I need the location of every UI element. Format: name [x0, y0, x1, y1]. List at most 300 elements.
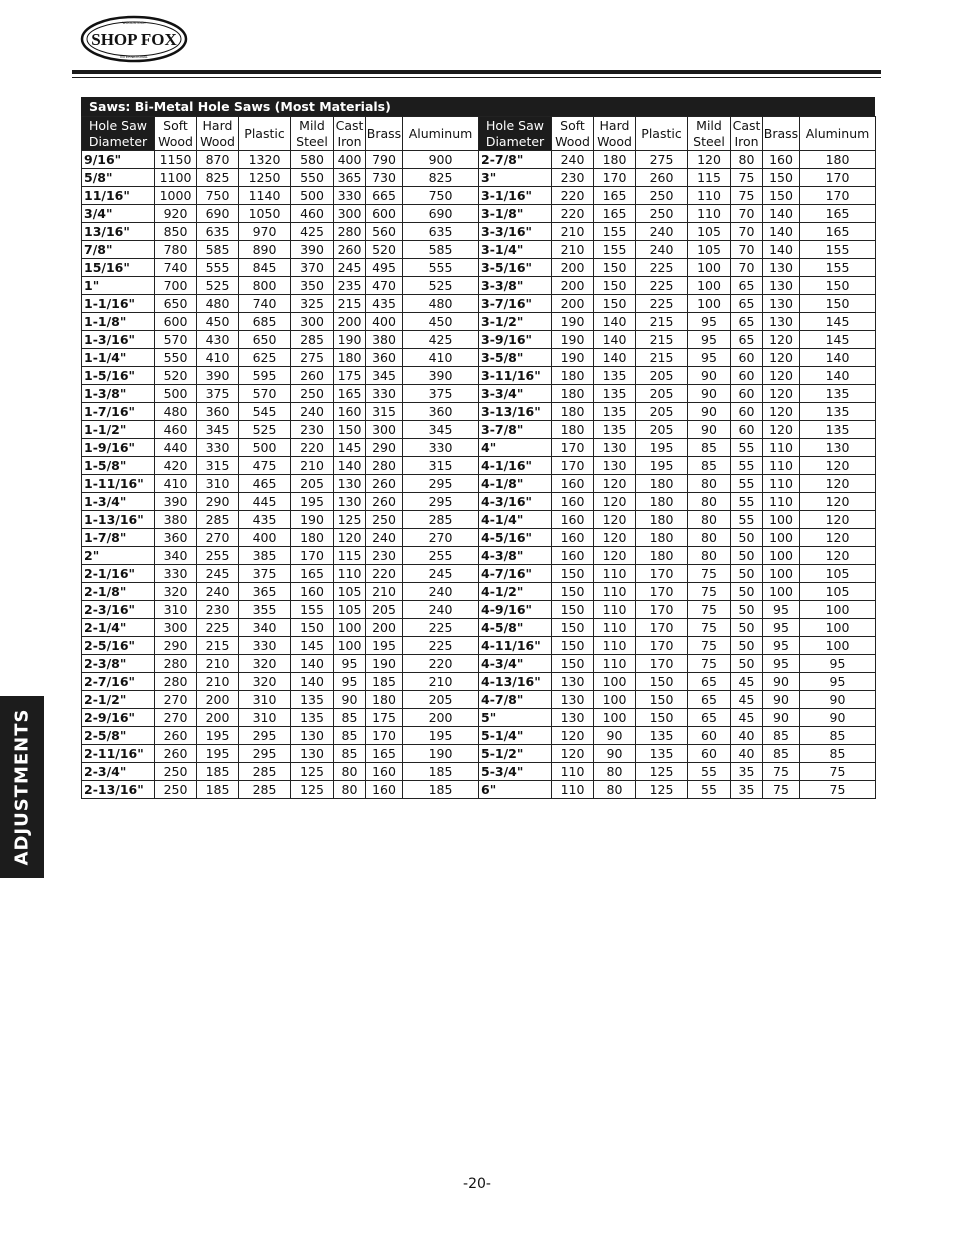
table-row — [82, 781, 876, 799]
rpm-mild-steel: 300 — [291, 313, 334, 331]
rpm-plastic: 250 — [636, 187, 688, 205]
rpm-mild-steel: 190 — [291, 511, 334, 529]
rpm-soft-wood: 150 — [552, 565, 594, 583]
rpm-mild-steel: 65 — [688, 691, 731, 709]
rpm-mild-steel: 95 — [688, 349, 731, 367]
rpm-hard-wood: 135 — [594, 385, 636, 403]
rpm-hard-wood: 230 — [197, 601, 239, 619]
hole-saw-diameter: 1-3/16" — [82, 331, 155, 349]
rpm-brass: 95 — [763, 601, 800, 619]
rpm-aluminum: 690 — [403, 205, 479, 223]
shop-fox-logo — [80, 15, 188, 63]
rpm-brass: 380 — [366, 331, 403, 349]
rpm-mild-steel: 90 — [688, 403, 731, 421]
rpm-soft-wood: 330 — [155, 565, 197, 583]
hole-saw-diameter: 4-3/16" — [479, 493, 552, 511]
rpm-plastic: 445 — [239, 493, 291, 511]
rpm-soft-wood: 1000 — [155, 187, 197, 205]
rpm-brass: 160 — [366, 781, 403, 799]
rpm-hard-wood: 290 — [197, 493, 239, 511]
rpm-mild-steel: 80 — [688, 493, 731, 511]
rpm-mild-steel: 145 — [291, 637, 334, 655]
rpm-aluminum: 245 — [403, 565, 479, 583]
rpm-brass: 470 — [366, 277, 403, 295]
rpm-cast-iron: 165 — [334, 385, 366, 403]
rpm-mild-steel: 55 — [688, 781, 731, 799]
table-row — [82, 367, 876, 385]
rpm-soft-wood: 740 — [155, 259, 197, 277]
rpm-aluminum: 165 — [800, 205, 876, 223]
rpm-soft-wood: 160 — [552, 493, 594, 511]
rpm-brass: 520 — [366, 241, 403, 259]
rpm-plastic: 295 — [239, 745, 291, 763]
rpm-plastic: 170 — [636, 637, 688, 655]
rpm-soft-wood: 270 — [155, 709, 197, 727]
rpm-soft-wood: 220 — [552, 187, 594, 205]
hole-saw-diameter: 2-7/16" — [82, 673, 155, 691]
rpm-cast-iron: 55 — [731, 439, 763, 457]
hole-saw-diameter: 5/8" — [82, 169, 155, 187]
rpm-hard-wood: 110 — [594, 601, 636, 619]
rpm-soft-wood: 220 — [552, 205, 594, 223]
rpm-cast-iron: 65 — [731, 331, 763, 349]
hole-saw-diameter: 3-3/8" — [479, 277, 552, 295]
rpm-cast-iron: 160 — [334, 403, 366, 421]
rpm-hard-wood: 135 — [594, 403, 636, 421]
rpm-plastic: 845 — [239, 259, 291, 277]
rpm-cast-iron: 50 — [731, 547, 763, 565]
rpm-aluminum: 425 — [403, 331, 479, 349]
rpm-hard-wood: 215 — [197, 637, 239, 655]
rpm-soft-wood: 460 — [155, 421, 197, 439]
rpm-aluminum: 190 — [403, 745, 479, 763]
rpm-mild-steel: 100 — [688, 259, 731, 277]
col-header-line: Plastic — [244, 125, 285, 141]
col-header-line: Hole Saw — [485, 117, 544, 133]
rpm-soft-wood: 210 — [552, 223, 594, 241]
rpm-brass: 100 — [763, 511, 800, 529]
rpm-cast-iron: 245 — [334, 259, 366, 277]
rpm-aluminum: 225 — [403, 619, 479, 637]
rpm-plastic: 180 — [636, 511, 688, 529]
rpm-cast-iron: 95 — [334, 673, 366, 691]
rpm-cast-iron: 90 — [334, 691, 366, 709]
rpm-soft-wood: 190 — [552, 331, 594, 349]
table-row — [82, 295, 876, 313]
col-header-aluminum — [403, 117, 479, 151]
col-header-line: Iron — [734, 133, 759, 149]
rpm-hard-wood: 430 — [197, 331, 239, 349]
rpm-cast-iron: 85 — [334, 709, 366, 727]
rpm-mild-steel: 250 — [291, 385, 334, 403]
rpm-brass: 165 — [366, 745, 403, 763]
rpm-aluminum: 75 — [800, 763, 876, 781]
rpm-aluminum: 90 — [800, 709, 876, 727]
rpm-aluminum: 100 — [800, 637, 876, 655]
rpm-aluminum: 375 — [403, 385, 479, 403]
rpm-soft-wood: 210 — [552, 241, 594, 259]
hole-saw-diameter: 2-3/4" — [82, 763, 155, 781]
hole-saw-diameter: 2" — [82, 547, 155, 565]
rpm-plastic: 180 — [636, 529, 688, 547]
rpm-mild-steel: 115 — [688, 169, 731, 187]
logo-bottom-arc: INTERNATIONAL — [120, 55, 148, 59]
hole-saw-diameter: 1-1/16" — [82, 295, 155, 313]
rpm-cast-iron: 400 — [334, 151, 366, 169]
hole-saw-diameter: 1-3/4" — [82, 493, 155, 511]
rpm-plastic: 150 — [636, 709, 688, 727]
rpm-plastic: 365 — [239, 583, 291, 601]
rpm-soft-wood: 130 — [552, 709, 594, 727]
rpm-hard-wood: 100 — [594, 709, 636, 727]
rpm-soft-wood: 570 — [155, 331, 197, 349]
rpm-plastic: 310 — [239, 691, 291, 709]
rpm-soft-wood: 180 — [552, 403, 594, 421]
rpm-mild-steel: 125 — [291, 763, 334, 781]
rpm-hard-wood: 80 — [594, 781, 636, 799]
rpm-cast-iron: 60 — [731, 349, 763, 367]
rpm-plastic: 475 — [239, 457, 291, 475]
rpm-hard-wood: 450 — [197, 313, 239, 331]
col-header-line: Brass — [366, 125, 402, 141]
rpm-mild-steel: 105 — [688, 223, 731, 241]
rpm-mild-steel: 350 — [291, 277, 334, 295]
hole-saw-diameter: 1-1/8" — [82, 313, 155, 331]
rpm-aluminum: 255 — [403, 547, 479, 565]
table-row — [82, 565, 876, 583]
rpm-plastic: 800 — [239, 277, 291, 295]
rpm-brass: 110 — [763, 475, 800, 493]
rpm-aluminum: 390 — [403, 367, 479, 385]
rpm-brass: 260 — [366, 493, 403, 511]
hole-saw-diameter: 4-1/4" — [479, 511, 552, 529]
rpm-aluminum: 120 — [800, 493, 876, 511]
rpm-mild-steel: 125 — [291, 781, 334, 799]
rpm-aluminum: 295 — [403, 493, 479, 511]
rpm-aluminum: 170 — [800, 169, 876, 187]
rpm-cast-iron: 80 — [334, 781, 366, 799]
rpm-plastic: 385 — [239, 547, 291, 565]
rpm-cast-iron: 280 — [334, 223, 366, 241]
rpm-plastic: 125 — [636, 781, 688, 799]
rpm-mild-steel: 80 — [688, 475, 731, 493]
rpm-soft-wood: 280 — [155, 673, 197, 691]
rpm-soft-wood: 200 — [552, 259, 594, 277]
hole-saw-diameter: 4-1/16" — [479, 457, 552, 475]
rpm-hard-wood: 245 — [197, 565, 239, 583]
hole-saw-diameter: 4-1/2" — [479, 583, 552, 601]
rpm-brass: 175 — [366, 709, 403, 727]
hole-saw-diameter: 4-3/8" — [479, 547, 552, 565]
table-row — [82, 151, 876, 169]
rpm-mild-steel: 60 — [688, 745, 731, 763]
rpm-brass: 730 — [366, 169, 403, 187]
rpm-mild-steel: 85 — [688, 457, 731, 475]
rpm-cast-iron: 60 — [731, 421, 763, 439]
col-header-cast-iron — [731, 117, 763, 151]
rpm-mild-steel: 165 — [291, 565, 334, 583]
col-header-diameter — [82, 117, 155, 151]
rpm-cast-iron: 60 — [731, 385, 763, 403]
hole-saw-diameter: 3-1/8" — [479, 205, 552, 223]
rpm-aluminum: 170 — [800, 187, 876, 205]
rpm-brass: 665 — [366, 187, 403, 205]
hole-saw-diameter: 1-5/16" — [82, 367, 155, 385]
hole-saw-diameter: 1-11/16" — [82, 475, 155, 493]
rpm-brass: 190 — [366, 655, 403, 673]
rpm-plastic: 1320 — [239, 151, 291, 169]
hole-saw-diameter: 2-1/16" — [82, 565, 155, 583]
rpm-hard-wood: 825 — [197, 169, 239, 187]
rpm-cast-iron: 50 — [731, 565, 763, 583]
rpm-plastic: 180 — [636, 475, 688, 493]
rpm-plastic: 625 — [239, 349, 291, 367]
rpm-plastic: 1140 — [239, 187, 291, 205]
rpm-cast-iron: 50 — [731, 601, 763, 619]
rpm-hard-wood: 285 — [197, 511, 239, 529]
rpm-brass: 110 — [763, 457, 800, 475]
rpm-plastic: 180 — [636, 547, 688, 565]
rpm-aluminum: 145 — [800, 331, 876, 349]
rpm-mild-steel: 210 — [291, 457, 334, 475]
rpm-plastic: 215 — [636, 313, 688, 331]
rpm-brass: 360 — [366, 349, 403, 367]
rpm-soft-wood: 170 — [552, 439, 594, 457]
col-header-line: Brass — [763, 125, 799, 141]
rpm-brass: 130 — [763, 313, 800, 331]
rpm-mild-steel: 275 — [291, 349, 334, 367]
rpm-hard-wood: 310 — [197, 475, 239, 493]
rpm-plastic: 285 — [239, 763, 291, 781]
rpm-plastic: 170 — [636, 583, 688, 601]
rpm-plastic: 465 — [239, 475, 291, 493]
rpm-plastic: 150 — [636, 673, 688, 691]
col-header-aluminum — [800, 117, 876, 151]
rpm-cast-iron: 50 — [731, 529, 763, 547]
rpm-aluminum: 750 — [403, 187, 479, 205]
rpm-cast-iron: 55 — [731, 493, 763, 511]
rpm-mild-steel: 195 — [291, 493, 334, 511]
rpm-hard-wood: 870 — [197, 151, 239, 169]
hole-saw-diameter: 3-5/16" — [479, 259, 552, 277]
rpm-mild-steel: 325 — [291, 295, 334, 313]
rpm-aluminum: 345 — [403, 421, 479, 439]
rpm-brass: 315 — [366, 403, 403, 421]
rpm-mild-steel: 80 — [688, 511, 731, 529]
hole-saw-diameter: 1-1/4" — [82, 349, 155, 367]
rpm-hard-wood: 110 — [594, 583, 636, 601]
rpm-cast-iron: 105 — [334, 583, 366, 601]
col-header-brass — [763, 117, 800, 151]
rpm-plastic: 205 — [636, 421, 688, 439]
rpm-plastic: 330 — [239, 637, 291, 655]
hole-saw-diameter: 3-1/2" — [479, 313, 552, 331]
rpm-hard-wood: 155 — [594, 223, 636, 241]
rpm-plastic: 500 — [239, 439, 291, 457]
rpm-aluminum: 140 — [800, 367, 876, 385]
hole-saw-diameter: 4-7/16" — [479, 565, 552, 583]
rpm-mild-steel: 550 — [291, 169, 334, 187]
rpm-hard-wood: 120 — [594, 511, 636, 529]
rpm-brass: 85 — [763, 745, 800, 763]
rpm-hard-wood: 110 — [594, 637, 636, 655]
rpm-plastic: 545 — [239, 403, 291, 421]
table-row — [82, 601, 876, 619]
rpm-cast-iron: 110 — [334, 565, 366, 583]
rpm-hard-wood: 135 — [594, 421, 636, 439]
rpm-plastic: 240 — [636, 241, 688, 259]
hole-saw-diameter: 5" — [479, 709, 552, 727]
rpm-mild-steel: 110 — [688, 187, 731, 205]
rpm-plastic: 320 — [239, 673, 291, 691]
hole-saw-diameter: 3" — [479, 169, 552, 187]
hole-saw-diameter: 3-9/16" — [479, 331, 552, 349]
table-row — [82, 187, 876, 205]
rpm-cast-iron: 190 — [334, 331, 366, 349]
header-rule — [72, 70, 881, 74]
rpm-hard-wood: 110 — [594, 565, 636, 583]
rpm-hard-wood: 110 — [594, 619, 636, 637]
rpm-aluminum: 120 — [800, 511, 876, 529]
rpm-brass: 260 — [366, 475, 403, 493]
hole-saw-diameter: 1-1/2" — [82, 421, 155, 439]
rpm-soft-wood: 290 — [155, 637, 197, 655]
rpm-aluminum: 900 — [403, 151, 479, 169]
rpm-mild-steel: 285 — [291, 331, 334, 349]
rpm-mild-steel: 90 — [688, 385, 731, 403]
rpm-plastic: 195 — [636, 439, 688, 457]
rpm-brass: 240 — [366, 529, 403, 547]
rpm-plastic: 685 — [239, 313, 291, 331]
hole-saw-diameter: 4-13/16" — [479, 673, 552, 691]
col-header-line: Wood — [158, 133, 193, 149]
rpm-brass: 160 — [366, 763, 403, 781]
hole-saw-diameter: 15/16" — [82, 259, 155, 277]
rpm-hard-wood: 110 — [594, 655, 636, 673]
rpm-brass: 100 — [763, 583, 800, 601]
col-header-line: Wood — [200, 133, 235, 149]
rpm-mild-steel: 75 — [688, 601, 731, 619]
rpm-hard-wood: 80 — [594, 763, 636, 781]
table-row — [82, 313, 876, 331]
table-row — [82, 763, 876, 781]
rpm-hard-wood: 155 — [594, 241, 636, 259]
rpm-brass: 95 — [763, 655, 800, 673]
hole-saw-diameter: 3/4" — [82, 205, 155, 223]
rpm-soft-wood: 130 — [552, 691, 594, 709]
rpm-hard-wood: 150 — [594, 259, 636, 277]
rpm-soft-wood: 180 — [552, 421, 594, 439]
rpm-brass: 100 — [763, 529, 800, 547]
rpm-aluminum: 135 — [800, 421, 876, 439]
rpm-plastic: 150 — [636, 691, 688, 709]
rpm-plastic: 135 — [636, 745, 688, 763]
rpm-hard-wood: 480 — [197, 295, 239, 313]
rpm-cast-iron: 35 — [731, 781, 763, 799]
rpm-brass: 130 — [763, 295, 800, 313]
rpm-cast-iron: 75 — [731, 187, 763, 205]
rpm-soft-wood: 160 — [552, 547, 594, 565]
col-header-line: Hard — [202, 117, 233, 133]
rpm-brass: 75 — [763, 781, 800, 799]
table-row — [82, 673, 876, 691]
rpm-mild-steel: 130 — [291, 745, 334, 763]
section-tab — [0, 696, 44, 878]
rpm-soft-wood: 240 — [552, 151, 594, 169]
rpm-plastic: 295 — [239, 727, 291, 745]
rpm-plastic: 1050 — [239, 205, 291, 223]
hole-saw-diameter: 4-5/16" — [479, 529, 552, 547]
rpm-mild-steel: 425 — [291, 223, 334, 241]
rpm-brass: 495 — [366, 259, 403, 277]
rpm-plastic: 170 — [636, 655, 688, 673]
rpm-brass: 300 — [366, 421, 403, 439]
rpm-hard-wood: 165 — [594, 187, 636, 205]
rpm-soft-wood: 110 — [552, 763, 594, 781]
rpm-aluminum: 135 — [800, 403, 876, 421]
table-row — [82, 403, 876, 421]
rpm-soft-wood: 920 — [155, 205, 197, 223]
hole-saw-diameter: 4-5/8" — [479, 619, 552, 637]
rpm-hard-wood: 150 — [594, 295, 636, 313]
rpm-soft-wood: 320 — [155, 583, 197, 601]
col-header-plastic — [636, 117, 688, 151]
hole-saw-diameter: 9/16" — [82, 151, 155, 169]
rpm-aluminum: 120 — [800, 529, 876, 547]
col-header-diameter — [479, 117, 552, 151]
rpm-mild-steel: 90 — [688, 367, 731, 385]
rpm-aluminum: 165 — [800, 223, 876, 241]
rpm-aluminum: 120 — [800, 457, 876, 475]
rpm-cast-iron: 55 — [731, 475, 763, 493]
col-header-line: Steel — [693, 133, 725, 149]
rpm-plastic: 570 — [239, 385, 291, 403]
rpm-mild-steel: 75 — [688, 583, 731, 601]
rpm-hard-wood: 315 — [197, 457, 239, 475]
rpm-mild-steel: 65 — [688, 673, 731, 691]
rpm-mild-steel: 100 — [688, 277, 731, 295]
rpm-mild-steel: 370 — [291, 259, 334, 277]
rpm-aluminum: 90 — [800, 691, 876, 709]
rpm-mild-steel: 180 — [291, 529, 334, 547]
rpm-soft-wood: 160 — [552, 529, 594, 547]
rpm-soft-wood: 250 — [155, 781, 197, 799]
rpm-cast-iron: 105 — [334, 601, 366, 619]
rpm-soft-wood: 120 — [552, 727, 594, 745]
rpm-aluminum: 240 — [403, 601, 479, 619]
rpm-soft-wood: 230 — [552, 169, 594, 187]
rpm-cast-iron: 65 — [731, 277, 763, 295]
col-header-soft-wood — [155, 117, 197, 151]
rpm-aluminum: 105 — [800, 565, 876, 583]
rpm-brass: 120 — [763, 421, 800, 439]
hole-saw-diameter: 2-3/8" — [82, 655, 155, 673]
table-row — [82, 223, 876, 241]
hole-saw-diameter: 3-7/16" — [479, 295, 552, 313]
rpm-mild-steel: 100 — [688, 295, 731, 313]
rpm-aluminum: 85 — [800, 727, 876, 745]
rpm-plastic: 215 — [636, 349, 688, 367]
rpm-cast-iron: 80 — [334, 763, 366, 781]
rpm-cast-iron: 35 — [731, 763, 763, 781]
rpm-aluminum: 635 — [403, 223, 479, 241]
rpm-aluminum: 585 — [403, 241, 479, 259]
rpm-hard-wood: 90 — [594, 745, 636, 763]
rpm-aluminum: 225 — [403, 637, 479, 655]
col-header-line: Aluminum — [408, 125, 473, 141]
rpm-cast-iron: 50 — [731, 583, 763, 601]
rpm-plastic: 205 — [636, 403, 688, 421]
